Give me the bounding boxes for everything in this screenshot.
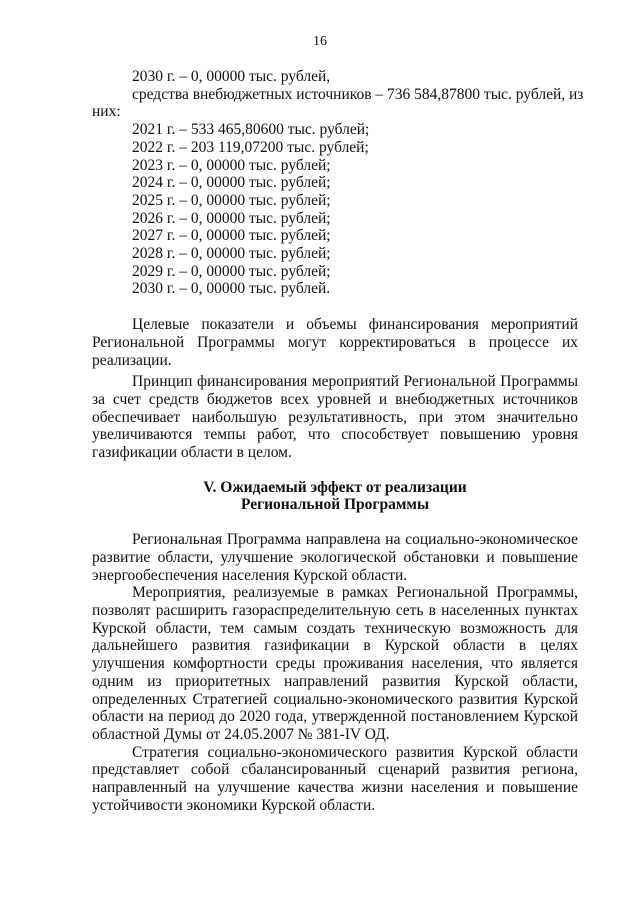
year-funding-line: 2028 г. – 0, 00000 тыс. рублей; <box>132 245 331 263</box>
year-funding-line: 2030 г. – 0, 00000 тыс. рублей. <box>132 280 331 298</box>
funding-line: средства внебюджетных источников – 736 584,87800 тыс. рублей, из <box>132 85 584 103</box>
paragraph: Региональная Программа направлена на социально-экономическое развитие области, улучшение экологической обстановки и повышение энергообеспечения населения Курской области. <box>92 531 578 584</box>
paragraph: Принцип финансирования мероприятий Региональной Программы за счет средств бюджетов всех уровней и внебюджетных источников обеспечивает наибольшую результативность, при этом значительно увеличиваются темпы работ, что способствует повышению уровня газификации области в целом. <box>92 373 578 462</box>
funding-line: 2030 г. – 0, 00000 тыс. рублей, <box>132 68 331 85</box>
year-funding-line: 2027 г. – 0, 00000 тыс. рублей; <box>132 227 331 245</box>
paragraph: Стратегия социально-экономического развития Курской области представляет собой сбалансированный сценарий развития региона, направленный на улучшение качества жизни населения и повышение устойчивости экономики Курской области. <box>92 743 578 814</box>
year-funding-line: 2022 г. – 203 119,07200 тыс. рублей; <box>132 138 369 156</box>
funding-line-continuation: них: <box>92 103 121 121</box>
year-funding-line: 2024 г. – 0, 00000 тыс. рублей; <box>132 174 331 192</box>
page-number: 16 <box>313 34 327 49</box>
document-body <box>92 68 584 814</box>
year-funding-line: 2026 г. – 0, 00000 тыс. рублей; <box>132 209 331 227</box>
year-funding-line: 2025 г. – 0, 00000 тыс. рублей; <box>132 191 331 209</box>
section-heading-line-2: Региональной Программы <box>240 496 430 514</box>
section-heading-line-1: V. Ожидаемый эффект от реализации <box>203 478 467 496</box>
paragraph: Целевые показатели и объемы финансирования мероприятий Региональной Программы могут корректироваться в процессе их реализации. <box>92 316 578 369</box>
year-funding-line: 2029 г. – 0, 00000 тыс. рублей; <box>132 262 331 280</box>
year-funding-line: 2023 г. – 0, 00000 тыс. рублей; <box>132 156 331 174</box>
year-funding-line: 2021 г. – 533 465,80600 тыс. рублей; <box>132 121 370 139</box>
paragraph: Мероприятия, реализуемые в рамках Региональной Программы, позволят расширить газораспределительную сеть в населенных пунктах Курской области, тем самым создать техническую возможность для дальнейшего развития газификации в Курской области в целях улучшения комфортности среды проживания населения, что является одним из приоритетных направлений развития Курской области, определенных Стратегией социально-экономического развития Курской области на период до 2020 года, утвержденной постановлением Курской областной Думы от 24.05.2007 № 381-IV ОД. <box>92 584 578 743</box>
